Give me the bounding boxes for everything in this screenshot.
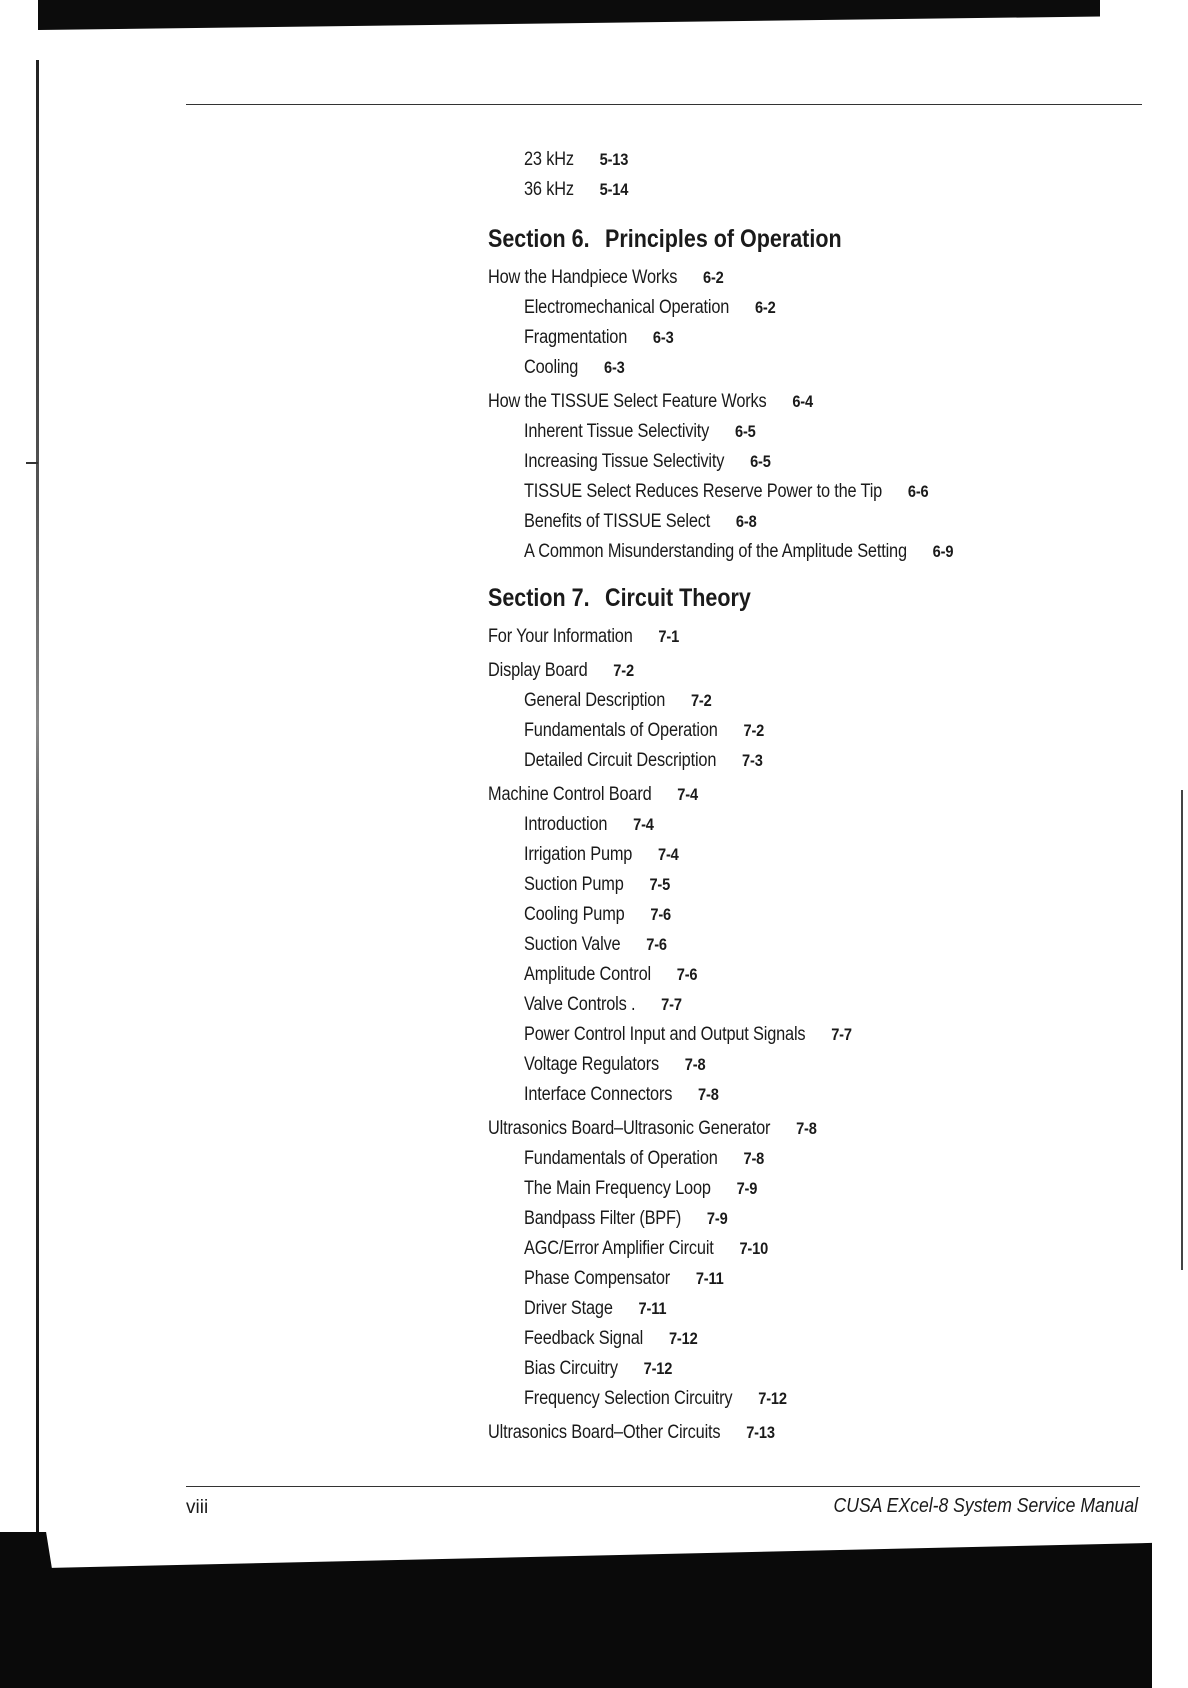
toc-entry <box>488 1117 817 1141</box>
toc-subentry <box>524 296 776 320</box>
toc-entry-label: Driver Stage <box>524 1298 613 1319</box>
toc-entry-page: 6-5 <box>734 422 756 441</box>
toc-subentry <box>524 540 953 564</box>
toc-subentry <box>524 843 679 867</box>
toc-subentry <box>524 1053 705 1077</box>
toc-subentry <box>524 480 929 504</box>
toc-subentry <box>524 356 625 380</box>
toc-subentry <box>524 903 671 927</box>
footer-page-number: viii <box>186 1497 209 1518</box>
toc-entry-page: 7-7 <box>661 995 682 1014</box>
toc-entry-label: 23 kHz <box>524 149 574 170</box>
toc-entry-page: 7-1 <box>658 627 680 646</box>
toc-entry-label: Amplitude Control <box>524 964 651 985</box>
toc-subentry <box>524 963 697 987</box>
toc-entry-label: Introduction <box>524 814 608 835</box>
toc-entry-page: 7-6 <box>676 965 698 984</box>
toc-entry-label: General Description <box>524 690 666 711</box>
toc-subentry <box>524 1177 757 1201</box>
toc-entry-label: The Main Frequency Loop <box>524 1178 711 1199</box>
section-title: Principles of Operation <box>605 225 842 253</box>
toc-entry-label: Cooling <box>524 357 579 378</box>
toc-entry-page: 6-5 <box>750 452 771 471</box>
toc-entry-page: 6-3 <box>652 328 674 347</box>
toc-subentry <box>524 450 771 474</box>
toc-subentry <box>524 420 756 444</box>
toc-subentry <box>524 510 757 534</box>
section7-heading <box>488 583 751 613</box>
toc-entry-label: Voltage Regulators <box>524 1054 659 1075</box>
toc-entry-label: Ultrasonics Board–Other Circuits <box>488 1422 721 1443</box>
toc-subentry <box>524 1207 728 1231</box>
toc-subentry <box>524 1267 724 1291</box>
toc-subentry <box>524 1357 672 1381</box>
toc-entry-label: Fundamentals of Operation <box>524 1148 718 1169</box>
section-number: Section 6. <box>488 225 590 253</box>
toc-entry-page: 7-9 <box>736 1179 758 1198</box>
toc-subentry <box>524 148 628 172</box>
toc-entry-page: 5-13 <box>599 150 629 169</box>
footer-manual-title: CUSA EXcel-8 System Service Manual <box>833 1495 1138 1517</box>
toc-entry-label: TISSUE Select Reduces Reserve Power to the Tip <box>524 481 883 502</box>
toc-entry-page: 7-8 <box>796 1119 817 1138</box>
toc-entry-label: Fundamentals of Operation <box>524 720 718 741</box>
toc-subentry <box>524 689 712 713</box>
section-number: Section 7. <box>488 584 590 612</box>
toc-entry-label: Fragmentation <box>524 327 628 348</box>
scan-shadow-top <box>38 0 1100 30</box>
toc-subentry <box>524 1297 666 1321</box>
toc-entry-page: 7-8 <box>698 1085 719 1104</box>
toc-entry-page: 7-12 <box>758 1389 787 1408</box>
toc-entry-label: AGC/Error Amplifier Circuit <box>524 1238 714 1259</box>
toc-entry <box>488 1421 775 1445</box>
toc-entry-page: 6-6 <box>907 482 929 501</box>
toc-entry-page: 6-8 <box>735 512 757 531</box>
toc-entry-label: Suction Valve <box>524 934 621 955</box>
toc-entry-page: 7-4 <box>677 785 698 804</box>
toc-entry-page: 6-4 <box>792 392 813 411</box>
toc-entry-page: 7-2 <box>690 691 712 710</box>
toc-subentry <box>524 326 674 350</box>
toc-subentry <box>524 1237 768 1261</box>
toc-entry-label: Increasing Tissue Selectivity <box>524 451 725 472</box>
section6-heading <box>488 224 842 254</box>
toc-entry-label: Suction Pump <box>524 874 624 895</box>
toc-entry-page: 7-3 <box>742 751 763 770</box>
toc-entry-label: Detailed Circuit Description <box>524 750 717 771</box>
toc-entry-label: Benefits of TISSUE Select <box>524 511 711 532</box>
toc-entry <box>488 266 724 290</box>
toc-entry-page: 7-12 <box>668 1329 698 1348</box>
toc-entry-label: Ultrasonics Board–Ultrasonic Generator <box>488 1118 771 1139</box>
toc-subentry <box>524 1327 698 1351</box>
toc-subentry <box>524 178 628 202</box>
toc-subentry <box>524 813 654 837</box>
toc-entry-label: Interface Connectors <box>524 1084 673 1105</box>
toc-entry-page: 7-4 <box>633 815 654 834</box>
scan-mark-left <box>26 462 38 464</box>
toc-entry-page: 7-11 <box>638 1299 667 1318</box>
toc-entry-page: 6-3 <box>604 358 625 377</box>
section-title: Circuit Theory <box>605 584 751 612</box>
toc-entry-label: Electromechanical Operation <box>524 297 730 318</box>
toc-subentry <box>524 1023 852 1047</box>
toc-entry-label: Power Control Input and Output Signals <box>524 1024 806 1045</box>
toc-entry-page: 7-6 <box>646 935 667 954</box>
toc-entry-page: 7-8 <box>743 1149 765 1168</box>
toc-entry-label: Bias Circuitry <box>524 1358 618 1379</box>
toc-entry-page: 7-4 <box>658 845 679 864</box>
toc-entry-label: Valve Controls . <box>524 994 636 1015</box>
toc-entry-label: 36 kHz <box>524 179 574 200</box>
toc-entry-page: 7-12 <box>643 1359 673 1378</box>
toc-entry-label: For Your Information <box>488 626 633 647</box>
toc-entry-page: 6-2 <box>754 298 776 317</box>
toc-entry-label: Inherent Tissue Selectivity <box>524 421 710 442</box>
toc-subentry <box>524 873 670 897</box>
footer-rule <box>186 1486 1140 1487</box>
scan-shadow-bottom <box>0 1532 1152 1688</box>
toc-entry-page: 6-2 <box>703 268 724 287</box>
toc-entry-label: Cooling Pump <box>524 904 625 925</box>
toc-entry-page: 7-7 <box>831 1025 852 1044</box>
toc-entry-label: Display Board <box>488 660 588 681</box>
toc-entry <box>488 390 813 414</box>
toc-entry-page: 7-6 <box>650 905 672 924</box>
header-rule <box>186 104 1142 105</box>
scan-edge-right <box>1181 790 1183 1270</box>
toc-subentry <box>524 933 667 957</box>
toc-entry <box>488 783 698 807</box>
toc-entry-page: 7-5 <box>649 875 671 894</box>
toc-entry-page: 7-2 <box>613 661 634 680</box>
toc-entry-page: 6-9 <box>932 542 954 561</box>
toc-entry-label: Bandpass Filter (BPF) <box>524 1208 682 1229</box>
toc-subentry <box>524 993 682 1017</box>
toc-entry-page: 7-9 <box>706 1209 728 1228</box>
toc-entry-label: A Common Misunderstanding of the Amplitude Setting <box>524 541 907 562</box>
toc-subentry <box>524 719 764 743</box>
toc-entry-page: 7-2 <box>743 721 765 740</box>
toc-entry <box>488 659 634 683</box>
scan-edge-left <box>36 60 39 1535</box>
toc-entry-label: Irrigation Pump <box>524 844 633 865</box>
toc-entry <box>488 625 679 649</box>
toc-entry-label: Phase Compensator <box>524 1268 671 1289</box>
toc-entry-page: 7-11 <box>695 1269 724 1288</box>
toc-subentry <box>524 1387 787 1411</box>
toc-entry-label: Frequency Selection Circuitry <box>524 1388 733 1409</box>
toc-subentry <box>524 1083 719 1107</box>
toc-subentry <box>524 1147 764 1171</box>
toc-entry-page: 7-13 <box>746 1423 775 1442</box>
toc-entry-label: Feedback Signal <box>524 1328 644 1349</box>
toc-entry-label: Machine Control Board <box>488 784 652 805</box>
toc-entry-page: 7-8 <box>684 1055 706 1074</box>
toc-entry-page: 5-14 <box>599 180 629 199</box>
toc-entry-label: How the Handpiece Works <box>488 267 678 288</box>
toc-entry-page: 7-10 <box>739 1239 769 1258</box>
toc-entry-label: How the TISSUE Select Feature Works <box>488 391 767 412</box>
toc-subentry <box>524 749 763 773</box>
